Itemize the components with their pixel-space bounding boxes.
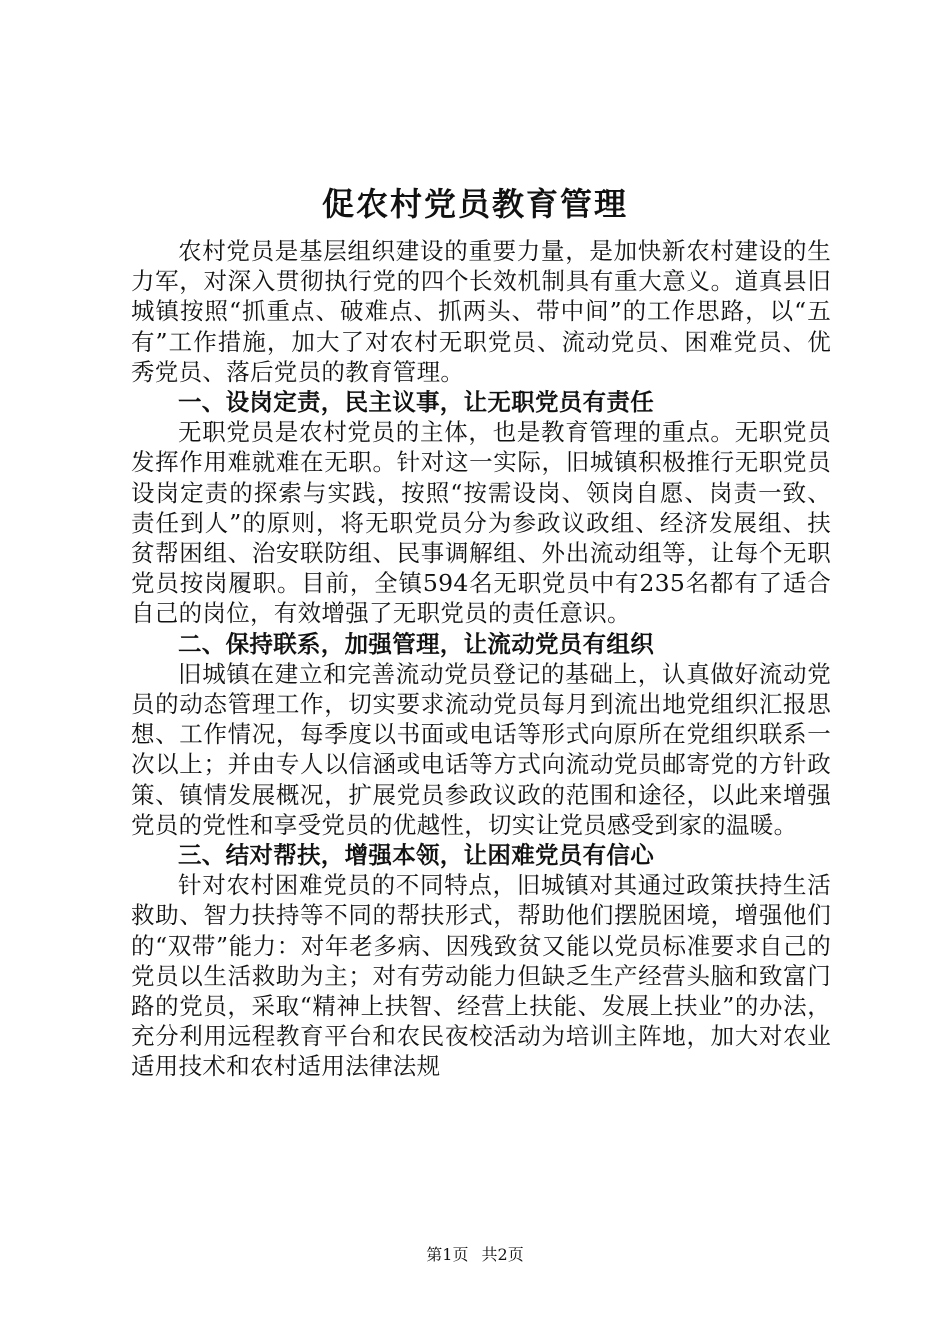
page-number-current: 第1页 — [426, 1245, 469, 1264]
page-number-total: 共2页 — [481, 1245, 524, 1264]
section-2-paragraph: 旧城镇在建立和完善流动党员登记的基础上，认真做好流动党员的动态管理工作，切实要求流动党员每月到流出地党组织汇报思想、工作情况，每季度以书面或电话等形式向原所在党组织联系一次以上；并由专人以信涵或电话等方式向流动党员邮寄党的方针政策、镇情发展概况，扩展党员参政议政的范围和途径，以此来增强党员的党性和享受党员的优越性，切实让党员感受到家的温暖。 — [131, 659, 831, 839]
page-footer — [0, 1245, 950, 1265]
section-2-heading: 二、保持联系，加强管理，让流动党员有组织 — [178, 629, 654, 658]
document-body — [131, 236, 831, 1082]
section-1-heading: 一、设岗定责，民主议事，让无职党员有责任 — [178, 388, 654, 417]
document-title: 促农村党员教育管理 — [321, 185, 628, 223]
intro-paragraph: 农村党员是基层组织建设的重要力量，是加快新农村建设的生力军，对深入贯彻执行党的四个长效机制具有重大意义。道真县旧城镇按照“抓重点、破难点、抓两头、带中间”的工作思路，以“五有”工作措施，加大了对农村无职党员、流动党员、困难党员、优秀党员、落后党员的教育管理。 — [131, 237, 831, 386]
section-3-paragraph: 针对农村困难党员的不同特点，旧城镇对其通过政策扶持生活救助、智力扶持等不同的帮扶形式，帮助他们摆脱困境，增强他们的“双带”能力：对年老多病、因残致贫又能以党员标准要求自己的党员以生活救助为主；对有劳动能力但缺乏生产经营头脑和致富门路的党员，采取“精神上扶智、经营上扶能、发展上扶业”的办法，充分利用远程教育平台和农民夜校活动为培训主阵地，加大对农业适用技术和农村适用法律法规 — [131, 871, 831, 1081]
section-3-heading: 三、结对帮扶，增强本领，让困难党员有信心 — [178, 841, 654, 870]
section-1-paragraph: 无职党员是农村党员的主体，也是教育管理的重点。无职党员发挥作用难就难在无职。针对这一实际，旧城镇积极推行无职党员设岗定责的探索与实践，按照“按需设岗、领岗自愿、岗责一致、责任到人”的原则，将无职党员分为参政议政组、经济发展组、扶贫帮困组、治安联防组、民事调解组、外出流动组等，让每个无职党员按岗履职。目前，全镇594名无职党员中有235名都有了适合自己的岗位，有效增强了无职党员的责任意识。 — [131, 418, 831, 628]
